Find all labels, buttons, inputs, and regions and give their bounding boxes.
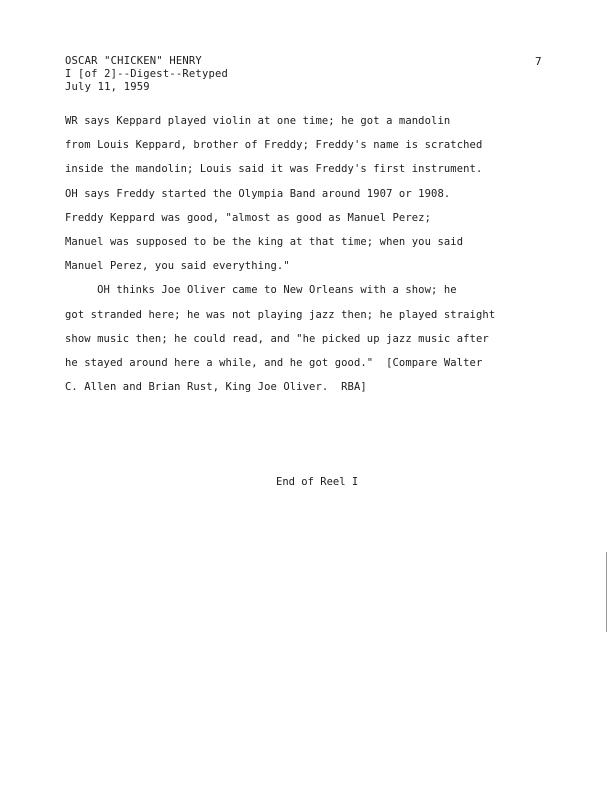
reel-info: I [of 2]--Digest--Retyped	[65, 68, 229, 80]
text-line: show music then; he could read, and "he picked up jazz music after	[65, 332, 489, 345]
scan-edge-mark	[606, 552, 607, 632]
interviewee-name: OSCAR "CHICKEN" HENRY	[65, 55, 202, 67]
text-line: Freddy Keppard was good, "almost as good as Manuel Perez;	[65, 211, 432, 224]
text-line: Manuel Perez, you said everything."	[65, 260, 290, 273]
text-line: WR says Keppard played violin at one time; he got a mandolin	[65, 115, 451, 127]
text-line: Manuel was supposed to be the king at that time; when you said	[65, 236, 464, 249]
text-line: from Louis Keppard, brother of Freddy; Freddy's name is scratched	[65, 139, 483, 152]
text-line: C. Allen and Brian Rust, King Joe Oliver. RBA]	[65, 381, 367, 394]
text-line: he stayed around here a while, and he got good." [Compare Walter	[65, 357, 483, 370]
end-of-reel-label: End of Reel I	[276, 476, 359, 488]
text-line: got stranded here; he was not playing jazz then; he played straight	[65, 308, 496, 321]
text-line: inside the mandolin; Louis said it was Freddy's first instrument.	[65, 163, 483, 176]
interview-date: July 11, 1959	[65, 81, 150, 93]
document-header	[65, 55, 228, 94]
text-line: OH says Freddy started the Olympia Band around 1907 or 1908.	[65, 187, 451, 200]
page-number: 7	[535, 55, 542, 68]
text-line: OH thinks Joe Oliver came to New Orleans with a show; he	[65, 284, 457, 297]
body-text	[65, 109, 565, 399]
